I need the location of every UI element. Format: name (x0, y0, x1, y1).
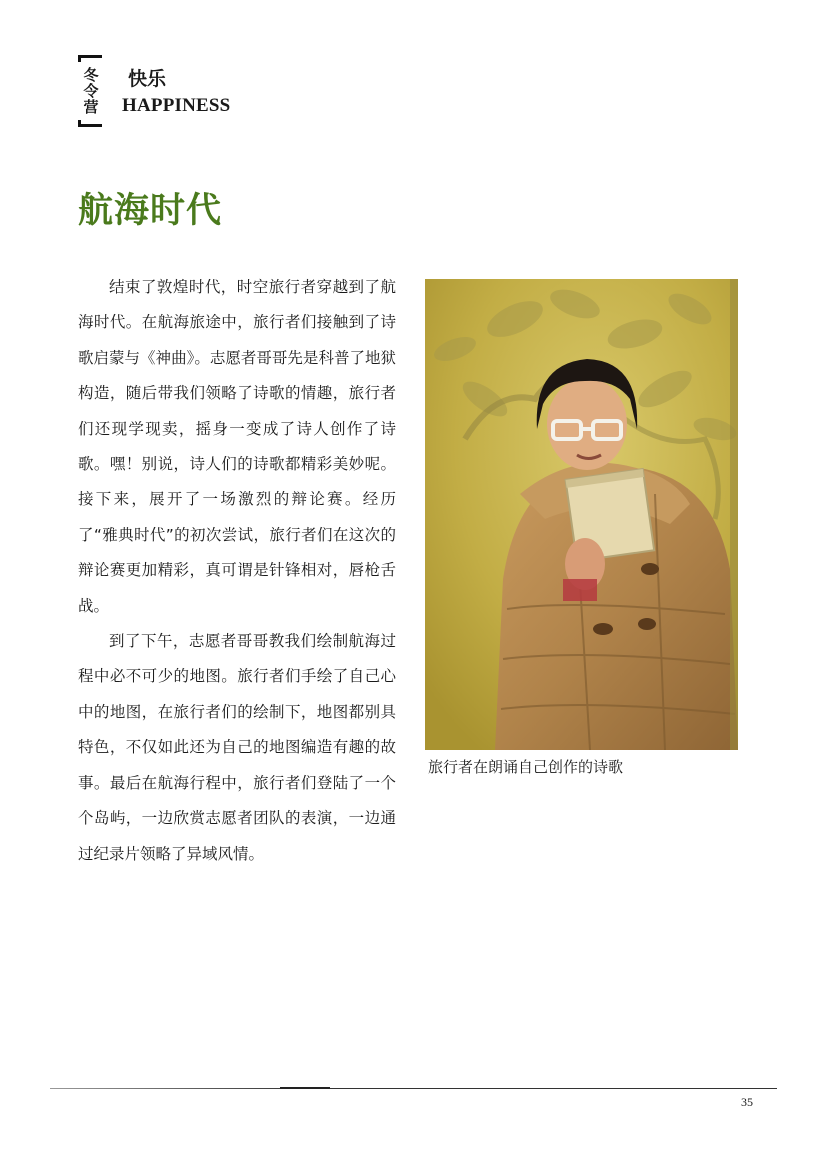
article-body (78, 270, 396, 872)
section-title-chinese: 快乐 (128, 68, 167, 90)
footer-divider (50, 1088, 777, 1089)
camp-char-1: 冬 (83, 66, 99, 84)
bracket-bottom (78, 120, 102, 127)
section-title-english: HAPPINESS (122, 95, 231, 116)
paragraph-2: 到了下午，志愿者哥哥教我们绘制航海过程中必不可少的地图。旅行者们手绘了自己心中的地图，在旅行者们的绘制下，地图都别具特色，不仅如此还为自己的地图编造有趣的故事。最后在航海行程中，旅行者们登陆了一个个岛屿，一边欣赏志愿者团队的表演，一边通过纪录片领略了异域风情。 (78, 632, 396, 863)
paragraph-1: 结束了敦煌时代，时空旅行者穿越到了航海时代。在航海旅途中，旅行者们接触到了诗歌启蒙与《神曲》。志愿者哥哥先是科普了地狱构造，随后带我们领略了诗歌的情趣，旅行者们还现学现卖，摇身一变成了诗人创作了诗歌。嘿！别说，诗人们的诗歌都精彩美妙呢。接下来，展开了一场激烈的辩论赛。经历了“雅典时代”的初次尝试，旅行者们在这次的辩论赛更加精彩，真可谓是针锋相对，唇枪舌战。 (78, 278, 396, 615)
photo-girl-reciting-poem (425, 279, 738, 750)
camp-char-2: 令 (83, 82, 99, 100)
photo-illustration (425, 279, 738, 750)
camp-logo-mark (78, 55, 102, 127)
article-title: 航海时代 (78, 190, 223, 231)
footer-divider-accent (280, 1087, 330, 1089)
bracket-top (78, 55, 102, 62)
photo-caption: 旅行者在朗诵自己创作的诗歌 (428, 758, 624, 776)
page-number: 35 (741, 1095, 753, 1109)
camp-vertical-label (81, 67, 101, 115)
camp-char-3: 营 (83, 98, 99, 116)
